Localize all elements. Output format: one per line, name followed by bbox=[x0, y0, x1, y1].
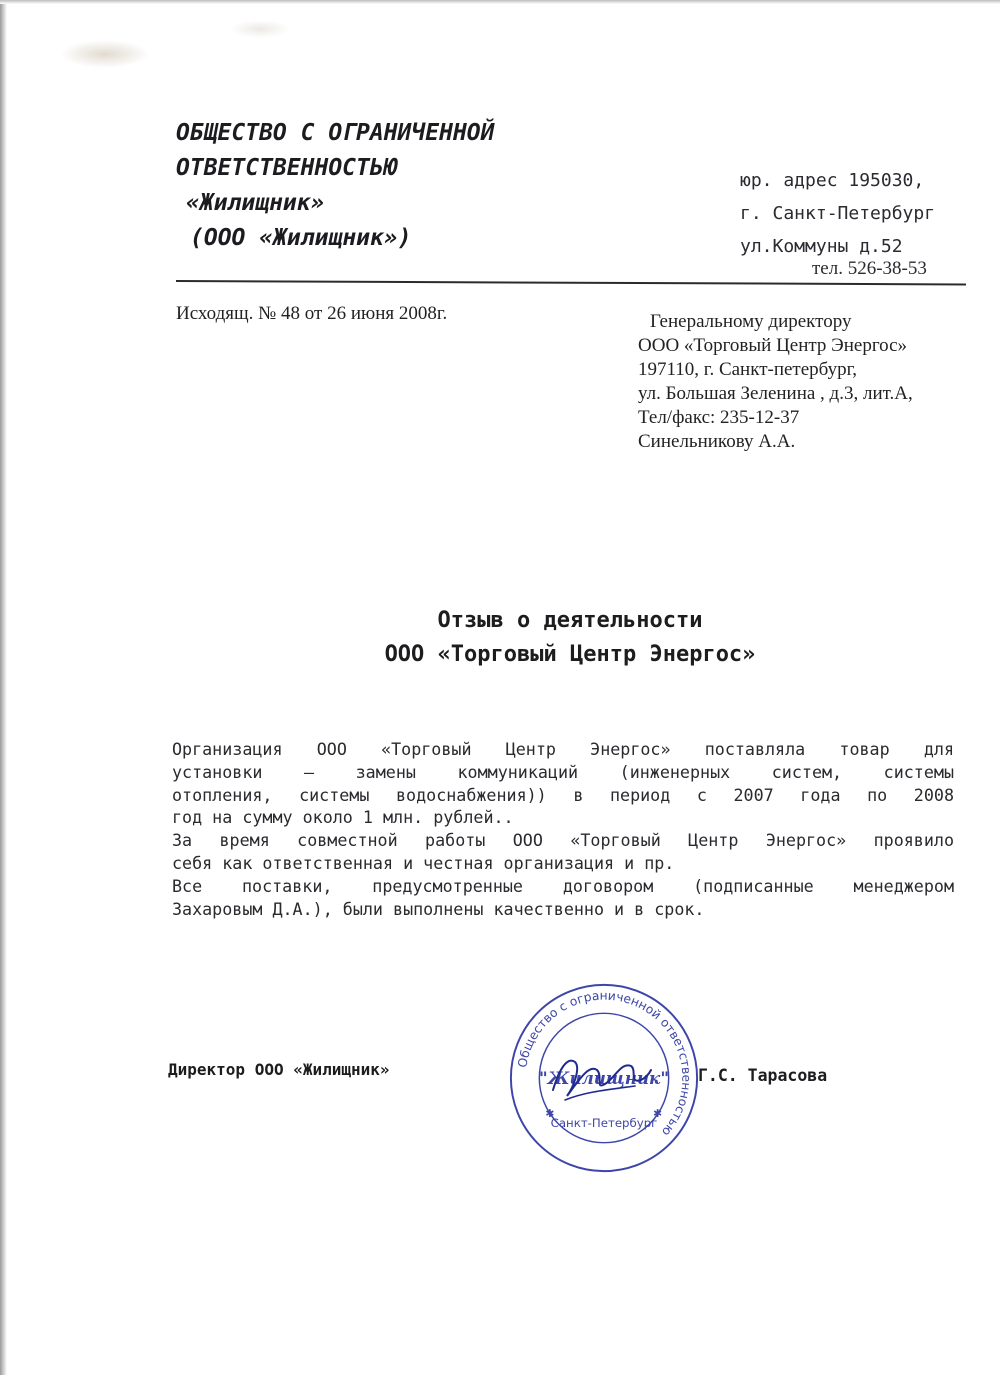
company-name-line: ОТВЕТСТВЕННОСТЬЮ bbox=[176, 155, 398, 181]
signatory-name: Г.С. Тарасова bbox=[698, 1066, 828, 1085]
body-line: установки – замены коммуникаций (инженерных систем, системы bbox=[172, 761, 954, 782]
recipient-line: ул. Большая Зеленина , д.3, лит.А, bbox=[638, 383, 913, 404]
letter-body bbox=[172, 738, 954, 920]
address-line: юр. адрес 195030, bbox=[740, 170, 925, 191]
handwritten-signature bbox=[545, 1040, 655, 1110]
address-line: ул.Коммуны д.52 bbox=[740, 236, 903, 257]
seal-outer-text: Общество с ограниченной ответственностью bbox=[515, 988, 694, 1139]
address-line: г. Санкт-Петербург bbox=[740, 203, 936, 224]
seal-bottom-text: Санкт-Петербург bbox=[550, 1116, 658, 1130]
body-line: Захаровым Д.А.), были выполнены качественно и в срок. bbox=[172, 898, 705, 919]
scan-left-edge bbox=[0, 0, 7, 1375]
company-name-line: «Жилищник» bbox=[186, 190, 325, 216]
body-line: отопления, системы водоснабжения)) в период с 2007 года по 2008 bbox=[172, 784, 954, 805]
title-line: Отзыв о деятельности bbox=[437, 608, 703, 633]
company-name-line: ОБЩЕСТВО С ОГРАНИЧЕННОЙ bbox=[176, 120, 495, 146]
seal-star-icon: ✱ bbox=[545, 1107, 555, 1121]
seal-star-icon: ✱ bbox=[653, 1107, 663, 1121]
recipient-block bbox=[638, 310, 978, 454]
company-name-block bbox=[176, 116, 636, 256]
recipient-line: Генеральному директору bbox=[650, 311, 852, 332]
body-line: За время совместной работы ООО «Торговый Центр Энергос» проявило bbox=[172, 830, 954, 851]
recipient-line: ООО «Торговый Центр Энергос» bbox=[638, 335, 908, 356]
document-title bbox=[160, 604, 980, 672]
scan-top-edge bbox=[0, 0, 1000, 4]
recipient-line: Тел/факс: 235-12-37 bbox=[638, 407, 800, 428]
legal-address-block bbox=[740, 164, 990, 280]
recipient-line: 197110, г. Санкт-петербург, bbox=[638, 359, 858, 380]
company-phone: тел. 526-38-53 bbox=[812, 258, 927, 279]
body-line: Все поставки, предусмотренные договором (подписанные менеджером bbox=[172, 875, 954, 896]
paper-stain bbox=[60, 40, 150, 68]
title-line: ООО «Торговый Центр Энергос» bbox=[384, 642, 756, 667]
letterhead-divider bbox=[176, 280, 966, 285]
recipient-line: Синельникову А.А. bbox=[638, 431, 796, 452]
body-line: себя как ответственная и честная организация и пр. bbox=[172, 852, 675, 873]
outgoing-number: Исходящ. № 48 от 26 июня 2008г. bbox=[176, 303, 448, 324]
company-short-name: (ООО «Жилищник») bbox=[190, 225, 412, 251]
signatory-position: Директор ООО «Жилищник» bbox=[168, 1060, 390, 1079]
body-line: Организация ООО «Торговый Центр Энергос» поставляла товар для bbox=[172, 739, 954, 759]
body-line: год на сумму около 1 млн. рублей.. bbox=[172, 807, 514, 828]
paper-stain bbox=[230, 20, 290, 38]
seal-center-text: "Жилищник" bbox=[538, 1067, 670, 1088]
